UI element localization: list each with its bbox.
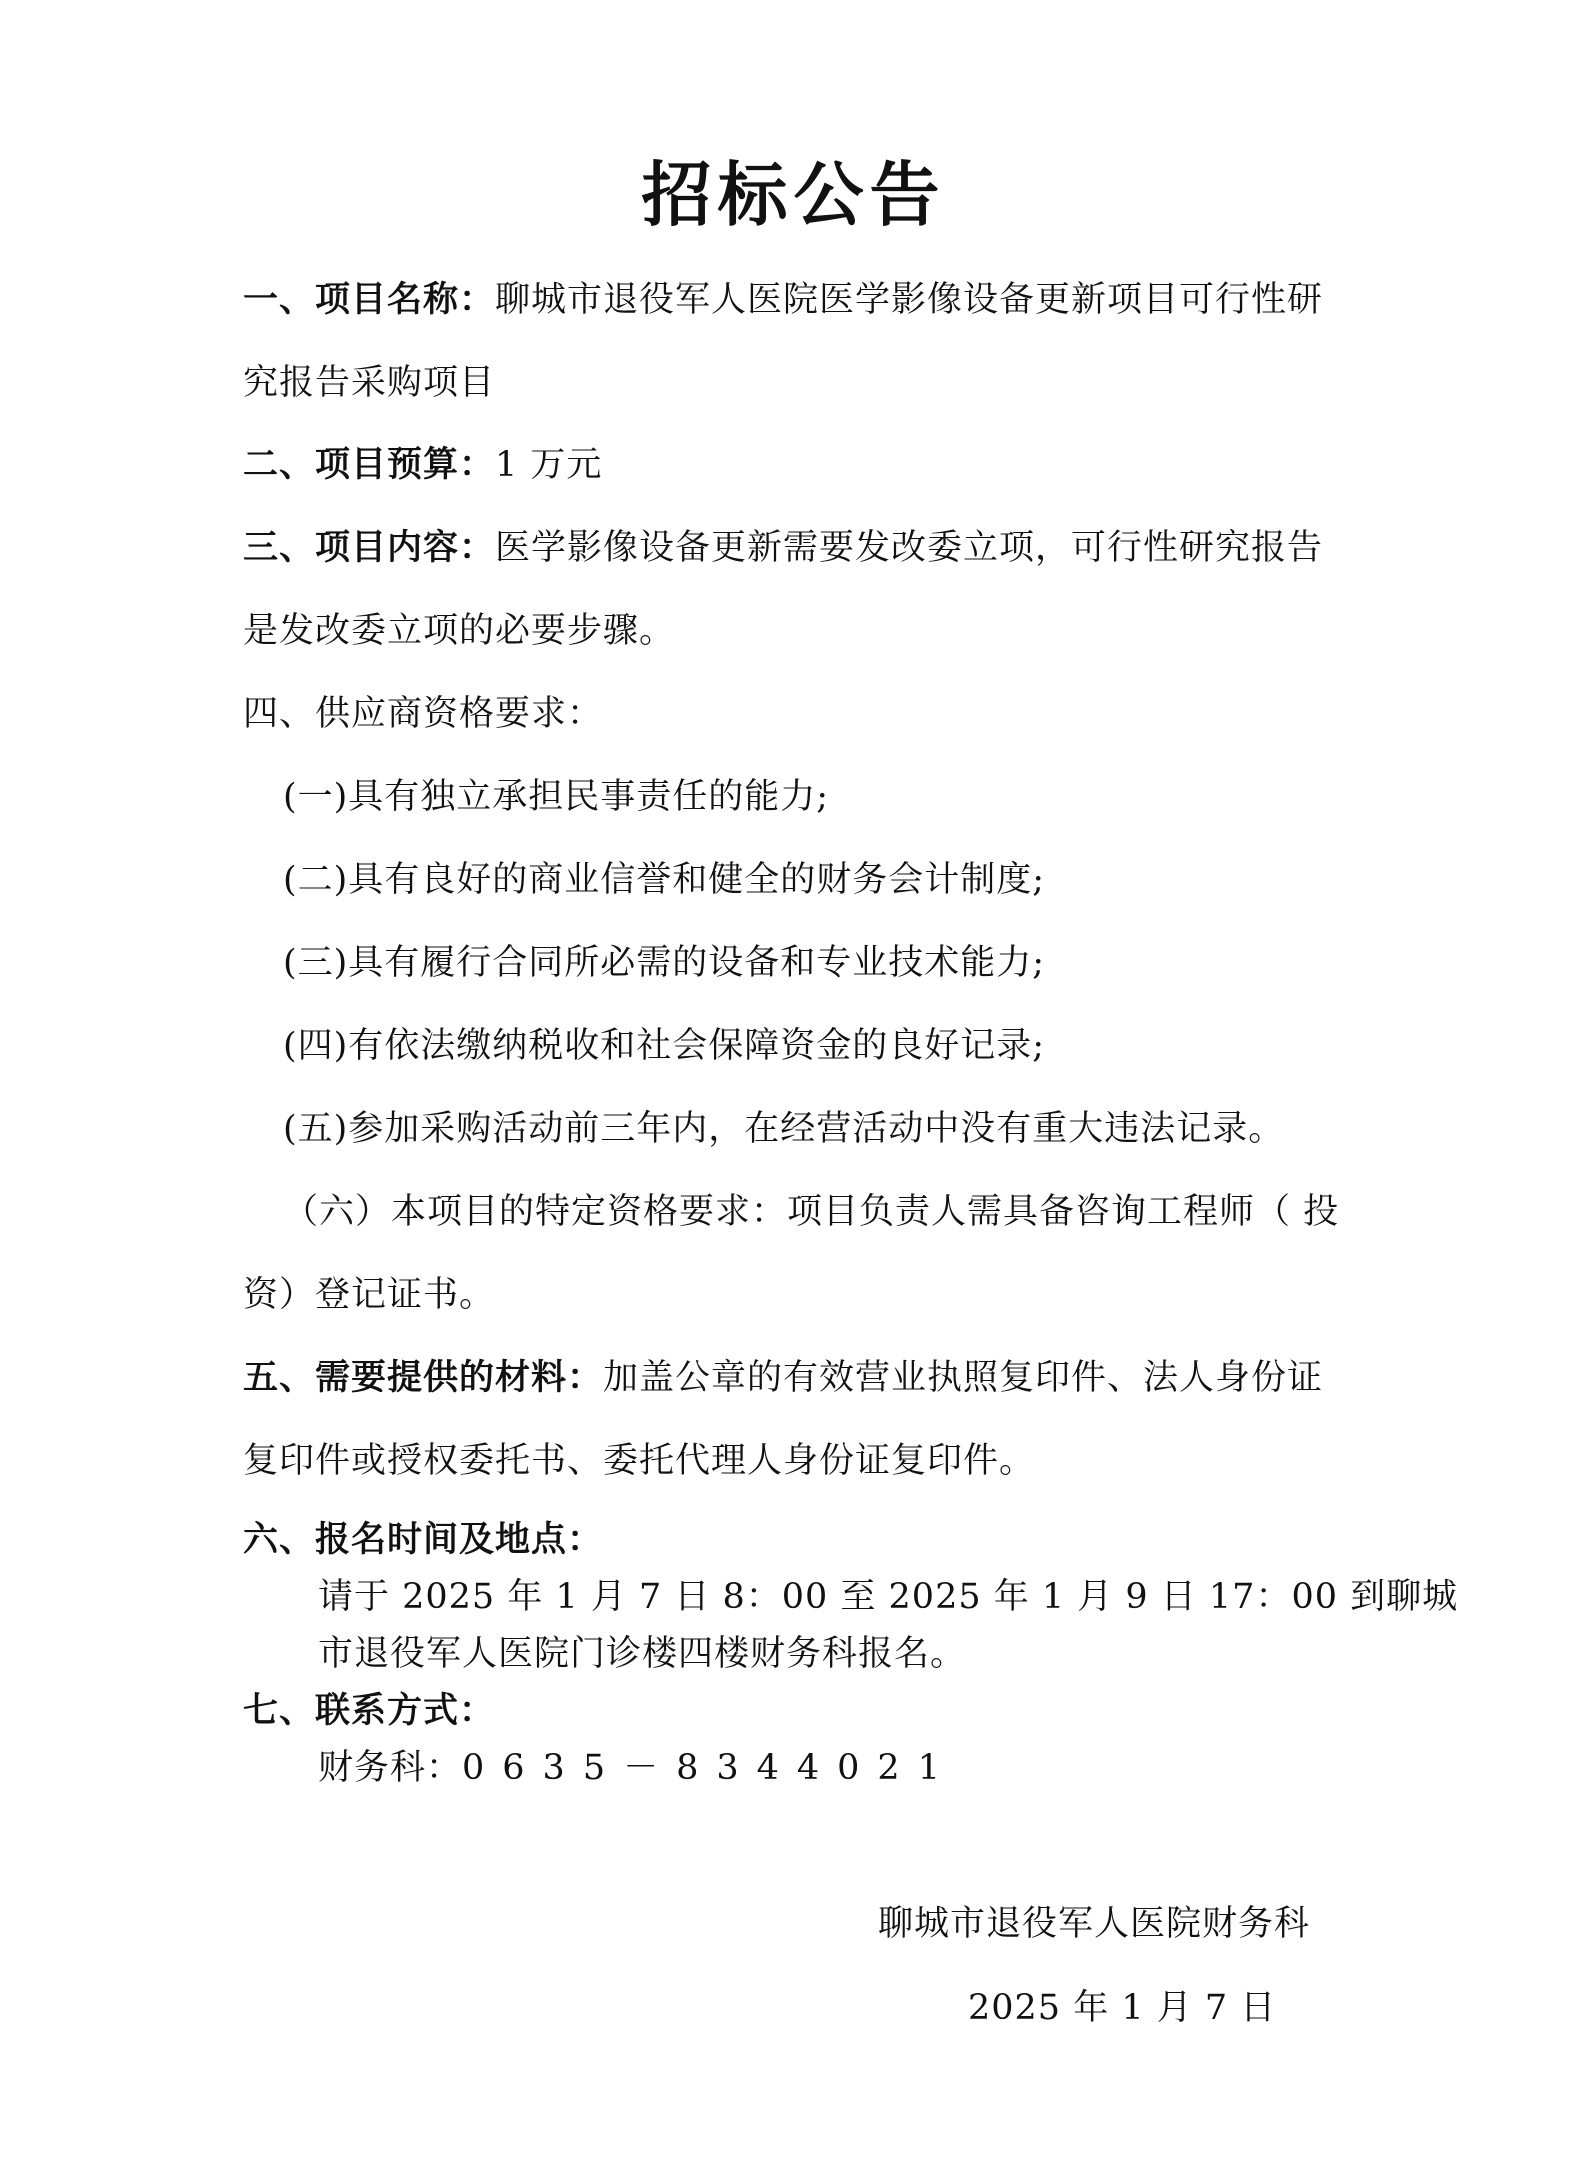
- section3-text-line2: 是发改委立项的必要步骤。: [243, 611, 676, 651]
- section3-text-line1: 医学影像设备更新需要发改委立项，可行性研究报告: [495, 528, 1324, 568]
- section4-item-6-line1: （六）本项目的特定资格要求：项目负责人需具备咨询工程师（ 投: [283, 1192, 1340, 1232]
- section5-text-line1: 加盖公章的有效营业执照复印件、法人身份证: [603, 1358, 1324, 1398]
- section1-heading: 一、项目名称：: [243, 279, 496, 320]
- section7-heading: 七、联系方式：: [243, 1690, 496, 1731]
- section7-label: 财务科：: [318, 1748, 463, 1788]
- signature-org: 聊城市退役军人医院财务科: [878, 1904, 1311, 1944]
- section5-line1: [243, 1353, 1323, 1403]
- section6-heading: 六、报名时间及地点：: [243, 1519, 604, 1560]
- section1-line1: [243, 275, 1323, 325]
- section2-line: [243, 440, 602, 490]
- section7-contact: [318, 1743, 958, 1793]
- section2-heading: 二、项目预算：: [243, 444, 496, 485]
- section3-line1: [243, 523, 1323, 573]
- section6-text-line2: 市退役军人医院门诊楼四楼财务科报名。: [318, 1634, 967, 1674]
- section1-text-line1: 聊城市退役军人医院医学影像设备更新项目可行性研: [495, 280, 1324, 320]
- section7-phone: 0635－8344021: [462, 1748, 958, 1788]
- page-title: 招标公告: [641, 153, 946, 236]
- section1-text-line2: 究报告采购项目: [243, 363, 496, 403]
- section6-text-line1: 请于 2025 年 1 月 7 日 8：00 至 2025 年 1 月 9 日 17：00 到聊城: [318, 1577, 1459, 1617]
- section3-heading: 三、项目内容：: [243, 527, 496, 568]
- section4-item-2: (二)具有良好的商业信誉和健全的财务会计制度;: [283, 860, 1046, 900]
- section4-item-3: (三)具有履行合同所必需的设备和专业技术能力;: [283, 943, 1046, 983]
- section4-item-1: (一)具有独立承担民事责任的能力;: [283, 777, 830, 817]
- signature-date: 2025 年 1 月 7 日: [968, 1988, 1277, 2028]
- section4-item-5: (五)参加采购活动前三年内，在经营活动中没有重大违法记录。: [283, 1109, 1285, 1149]
- section4-heading: 四、供应商资格要求：: [243, 694, 604, 734]
- section4-item-4: (四)有依法缴纳税收和社会保障资金的良好记录;: [283, 1026, 1046, 1066]
- section5-heading: 五、需要提供的材料：: [243, 1357, 604, 1398]
- section2-text: 1 万元: [495, 445, 603, 485]
- section4-item-6-line2: 资）登记证书。: [243, 1275, 496, 1315]
- section5-text-line2: 复印件或授权委托书、委托代理人身份证复印件。: [243, 1441, 1036, 1481]
